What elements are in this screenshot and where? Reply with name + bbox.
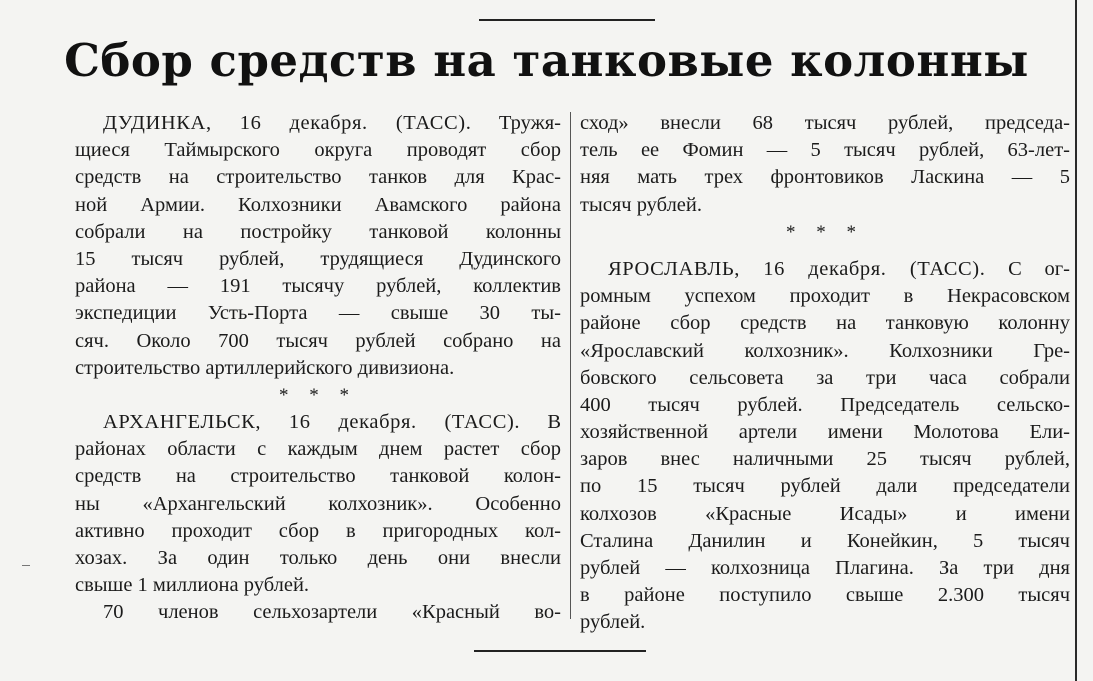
- paragraph-line: сход» внесли 68 тысяч рублей, председа-: [580, 112, 1070, 134]
- article-headline: Сбор средств на танковые колонны: [64, 34, 1029, 87]
- paragraph-line: [75, 409, 561, 436]
- paragraph-text: С ог-: [1008, 257, 1070, 280]
- paragraph-line: района — 191 тысячу рублей, коллектив: [75, 275, 561, 298]
- paragraph-line: активно проходит сбор в пригородных кол-: [75, 519, 561, 542]
- paragraph-line: хозах. За один только день они внесли: [75, 547, 561, 569]
- paragraph-line: бовского сельсовета за три часа собрали: [580, 366, 1070, 389]
- page-edge-rule: [1075, 0, 1077, 681]
- paragraph-line: няя мать трех фронтовиков Ласкина — 5: [580, 166, 1070, 189]
- krasny-voskhod-continuation: [580, 110, 1070, 219]
- paragraph-line: по 15 тысяч рублей дали председатели: [580, 475, 1070, 498]
- krasny-voskhod-report: [75, 599, 561, 626]
- paragraph-line: тысяч рублей.: [580, 193, 702, 216]
- paragraph-line: средств на строительство танков для Крас-: [75, 166, 561, 189]
- paragraph-line: 400 тысяч рублей. Председатель сельско-: [580, 393, 1070, 416]
- spacer: [580, 246, 1070, 256]
- paragraph-line: средств на строительство танковой колон-: [75, 465, 561, 488]
- paragraph-line: районе сбор средств на танковую колонну: [580, 312, 1070, 335]
- margin-mark: [22, 565, 30, 566]
- dateline: ДУДИНКА, 16 декабря. (ТАСС).: [103, 112, 472, 134]
- paragraph-line: в районе поступило свыше 2.300 тысяч: [580, 584, 1070, 607]
- paragraph-line: Сталина Данилин и Конейкин, 5 тысяч: [580, 529, 1070, 552]
- paragraph-line: районах области с каждым днем растет сбор: [75, 438, 561, 461]
- dateline: ЯРОСЛАВЛЬ, 16 декабря. (ТАСС).: [608, 257, 986, 280]
- paragraph-text: В: [547, 411, 561, 434]
- paragraph-line: рублей — колхозница Плагина. За три дня: [580, 557, 1070, 579]
- paragraph-line: сяч. Около 700 тысяч рублей собрано на: [75, 329, 561, 352]
- paragraph-line: собрали на постройку танковой колонны: [75, 220, 561, 243]
- section-separator: * * *: [279, 384, 357, 406]
- paragraph-line: колхозов «Красные Исады» и имени: [580, 502, 1070, 525]
- paragraph-line: щиеся Таймырского округа проводят сбор: [75, 139, 561, 162]
- paragraph-line: ной Армии. Колхозники Авамского района: [75, 193, 561, 216]
- paragraph-text: Тружя-: [498, 112, 561, 134]
- paragraph-line: 70 членов сельхозартели «Красный во-: [103, 601, 561, 624]
- paragraph-line: рублей.: [580, 611, 646, 634]
- section-separator: * * *: [786, 221, 864, 243]
- paragraph-line: ромным успехом проходит в Некрасовском: [580, 285, 1070, 308]
- paragraph-line: тель ее Фомин — 5 тысяч рублей, 63-лет-: [580, 139, 1070, 162]
- paragraph-line: заров внес наличными 25 тысяч рублей,: [580, 448, 1070, 471]
- yaroslavl-report: [580, 256, 1070, 637]
- dudinka-report: [75, 110, 561, 382]
- paragraph-line: 15 тысяч рублей, трудящиеся Дудинского: [75, 247, 561, 270]
- paragraph-line: [580, 256, 1070, 283]
- bottom-rule: [474, 650, 646, 652]
- paragraph-line: свыше 1 миллиона рублей.: [75, 574, 310, 597]
- paragraph-line: «Ярославский колхозник». Колхозники Гре-: [580, 339, 1070, 362]
- column-divider: [570, 112, 571, 619]
- paragraph-line: строительство артиллерийского дивизиона.: [75, 356, 455, 379]
- paragraph-line: ны «Архангельский колхозник». Особенно: [75, 492, 561, 515]
- paragraph-line: хозяйственной артели имени Молотова Ели-: [580, 421, 1070, 444]
- right-column: [580, 110, 1070, 637]
- dateline: АРХАНГЕЛЬСК, 16 декабря. (ТАСС).: [103, 411, 521, 434]
- paragraph-line: [75, 110, 561, 137]
- top-rule: [479, 19, 655, 21]
- left-column: [75, 110, 561, 627]
- paragraph-line: экспедиции Усть-Порта — свыше 30 ты-: [75, 302, 561, 325]
- arkhangelsk-report: [75, 409, 561, 599]
